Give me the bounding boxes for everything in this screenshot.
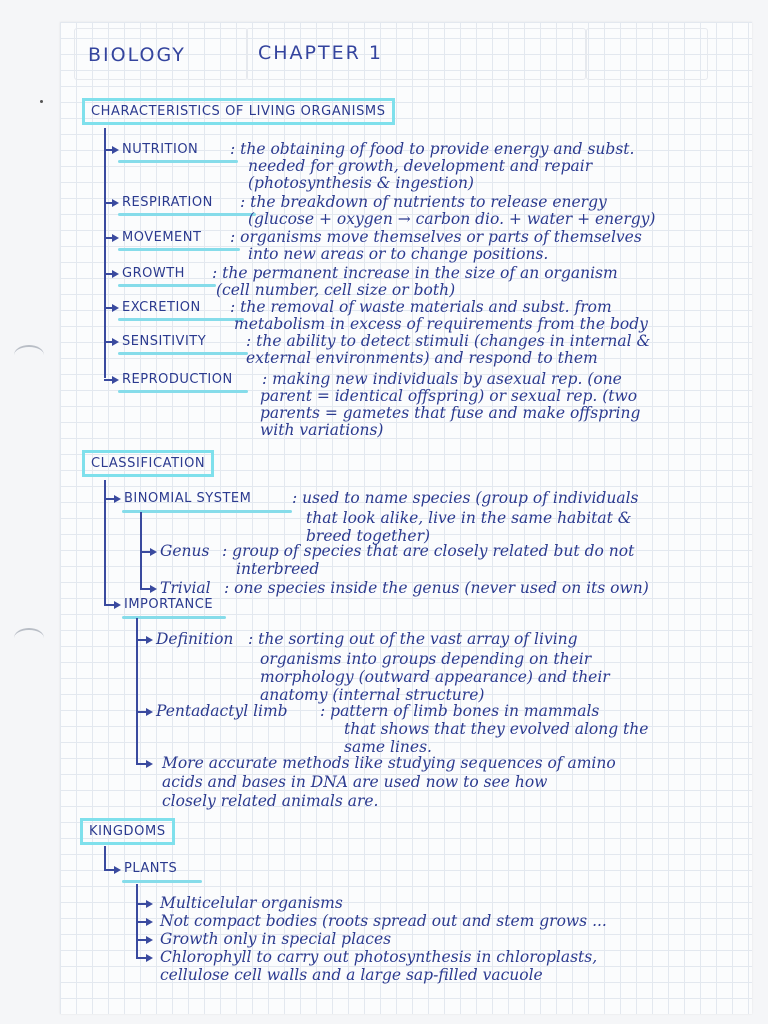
arrow-icon xyxy=(114,866,121,874)
section-title-classification: CLASSIFICATION xyxy=(82,450,214,477)
label-highlight xyxy=(118,352,248,355)
plant-item: Not compact bodies (roots spread out and stem grows ... xyxy=(160,912,607,930)
characteristic-label: GROWTH xyxy=(122,266,185,281)
definition-text-line: anatomy (internal structure) xyxy=(260,686,485,704)
label-highlight xyxy=(122,880,202,883)
plant-item: Chlorophyll to carry out photosynthesis in chloroplasts, xyxy=(160,948,598,966)
section-title-kingdoms: KINGDOMS xyxy=(80,818,175,845)
label-highlight xyxy=(122,510,292,513)
arrow-icon xyxy=(146,900,153,908)
arrow-icon xyxy=(150,548,157,556)
punch-hole xyxy=(14,628,44,648)
methods-text-line: closely related animals are. xyxy=(162,792,379,810)
arrow-icon xyxy=(150,585,157,593)
characteristic-text-line: into new areas or to change positions. xyxy=(248,245,549,263)
header-date-box xyxy=(586,28,708,80)
characteristic-text-line: (cell number, cell size or both) xyxy=(216,281,456,299)
arrow-icon xyxy=(146,760,153,768)
trivial-text-line: : one species inside the genus (never used on its own) xyxy=(224,579,649,597)
arrow-icon xyxy=(112,270,119,278)
arrow-icon xyxy=(114,601,121,609)
definition-label: Definition xyxy=(156,630,234,648)
arrow-icon xyxy=(112,234,119,242)
binomial-text-line: : used to name species (group of individuals xyxy=(292,489,639,507)
characteristic-text-line: : making new individuals by asexual rep. (one xyxy=(262,370,622,388)
importance-label: IMPORTANCE xyxy=(124,597,214,612)
ink-dot xyxy=(40,100,43,103)
characteristic-text-line: with variations) xyxy=(260,421,384,439)
label-highlight xyxy=(118,248,240,251)
characteristic-text-line: : the ability to detect stimuli (changes in internal & xyxy=(246,332,651,350)
characteristic-text-line: (photosynthesis & ingestion) xyxy=(248,174,474,192)
binomial-label: BINOMIAL SYSTEM xyxy=(124,491,252,506)
arrow-icon xyxy=(146,708,153,716)
binomial-text-line: that look alike, live in the same habitat & xyxy=(306,509,632,527)
methods-text-line: More accurate methods like studying sequences of amino xyxy=(162,754,616,772)
characteristic-text-line: parent = identical offspring) or sexual rep. (two xyxy=(260,387,638,405)
characteristic-label: SENSITIVITY xyxy=(122,334,207,349)
arrow-icon xyxy=(146,918,153,926)
arrow-icon xyxy=(112,199,119,207)
label-highlight xyxy=(118,390,248,393)
pentadactyl-label: Pentadactyl limb xyxy=(156,702,288,720)
pentadactyl-text-line: : pattern of limb bones in mammals xyxy=(320,702,600,720)
characteristic-text-line: needed for growth, development and repair xyxy=(248,157,593,175)
methods-text-line: acids and bases in DNA are used now to see how xyxy=(162,773,548,791)
pentadactyl-text-line: same lines. xyxy=(344,738,432,756)
arrow-icon xyxy=(112,338,119,346)
trivial-label: Trivial xyxy=(160,579,211,597)
plant-item: Multicelular organisms xyxy=(160,894,343,912)
arrow-icon xyxy=(146,636,153,644)
chapter-title: CHAPTER 1 xyxy=(258,42,383,64)
subject-title: BIOLOGY xyxy=(88,44,186,66)
binomial-text-line: breed together) xyxy=(306,527,431,545)
section-title-characteristics: CHARACTERISTICS OF LIVING ORGANISMS xyxy=(82,98,395,125)
characteristic-text-line: : the obtaining of food to provide energy and subst. xyxy=(230,140,635,158)
characteristic-text-line: (glucose + oxygen → carbon dio. + water + energy) xyxy=(248,210,656,228)
label-highlight xyxy=(118,318,244,321)
characteristic-label: RESPIRATION xyxy=(122,195,213,210)
characteristic-label: NUTRITION xyxy=(122,142,199,157)
characteristic-text-line: : the removal of waste materials and subst. from xyxy=(230,298,612,316)
arrow-icon xyxy=(146,954,153,962)
characteristic-label: REPRODUCTION xyxy=(122,372,233,387)
definition-text-line: organisms into groups depending on their xyxy=(260,650,592,668)
characteristic-label: EXCRETION xyxy=(122,300,201,315)
characteristic-text-line: : organisms move themselves or parts of themselves xyxy=(230,228,642,246)
label-highlight xyxy=(118,213,256,216)
definition-text-line: morphology (outward appearance) and their xyxy=(260,668,610,686)
genus-label: Genus xyxy=(160,542,210,560)
tree-line xyxy=(104,846,106,870)
arrow-icon xyxy=(146,936,153,944)
definition-text-line: : the sorting out of the vast array of living xyxy=(248,630,578,648)
characteristic-text-line: external environments) and respond to them xyxy=(246,349,598,367)
arrow-icon xyxy=(114,495,121,503)
characteristic-text-line: : the breakdown of nutrients to release energy xyxy=(240,193,607,211)
label-highlight xyxy=(118,160,238,163)
arrow-icon xyxy=(112,376,119,384)
characteristic-text-line: parents = gametes that fuse and make offspring xyxy=(260,404,641,422)
pentadactyl-text-line: that shows that they evolved along the xyxy=(344,720,649,738)
label-highlight xyxy=(118,284,216,287)
characteristic-text-line: : the permanent increase in the size of an organism xyxy=(212,264,618,282)
characteristic-label: MOVEMENT xyxy=(122,230,202,245)
punch-hole xyxy=(14,345,44,365)
plant-item: Growth only in special places xyxy=(160,930,392,948)
arrow-icon xyxy=(112,304,119,312)
arrow-icon xyxy=(112,146,119,154)
plants-label: PLANTS xyxy=(124,861,178,876)
plant-item: cellulose cell walls and a large sap-filled vacuole xyxy=(160,966,543,984)
label-highlight xyxy=(122,616,226,619)
characteristic-text-line: metabolism in excess of requirements from the body xyxy=(234,315,648,333)
genus-text-line: : group of species that are closely related but do not xyxy=(222,542,635,560)
genus-text-line: interbreed xyxy=(236,560,320,578)
